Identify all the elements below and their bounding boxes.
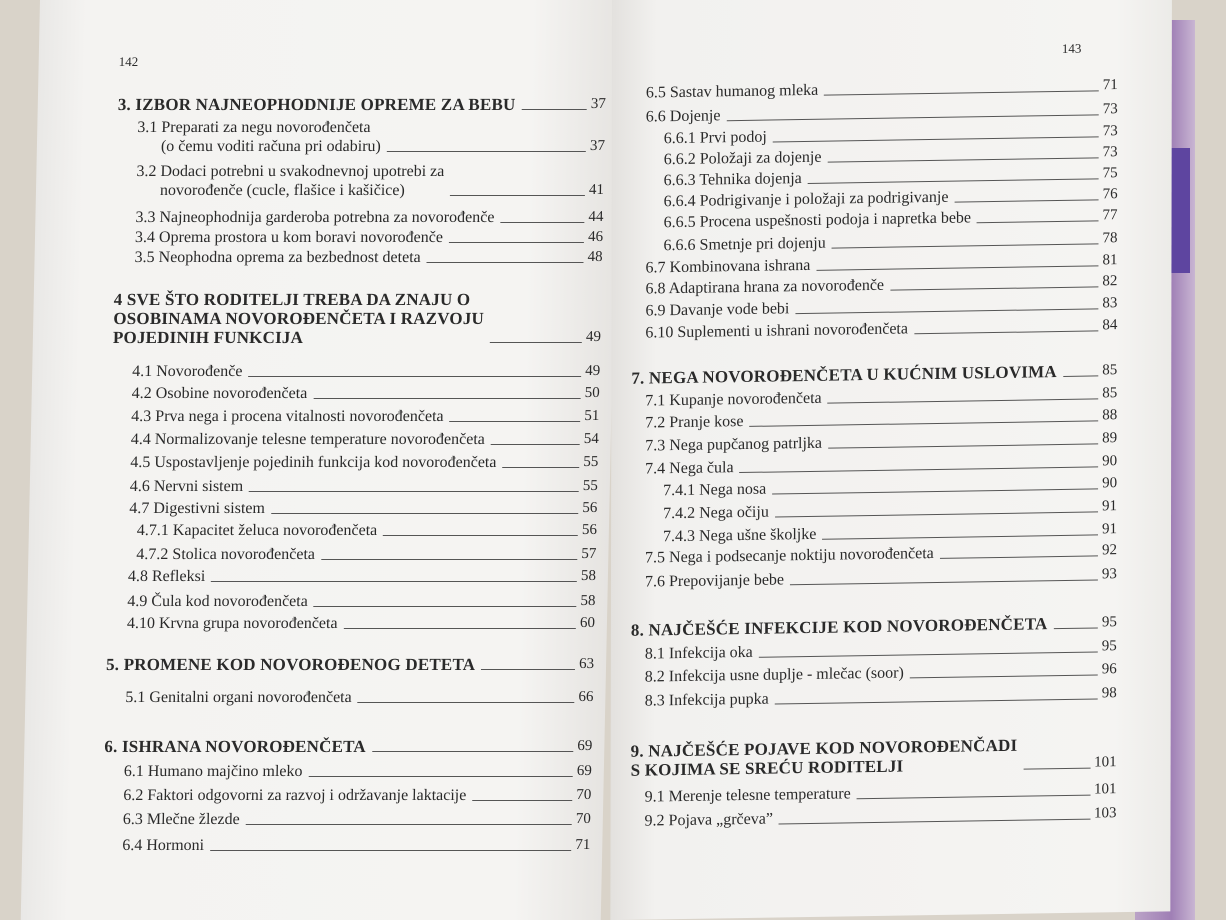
dot-leader [790, 579, 1098, 585]
toc-entry-line: 6.6 Dojenje [645, 107, 721, 126]
toc-entry-title [123, 786, 466, 805]
dot-leader [383, 535, 578, 536]
toc-page-number: 71 [575, 837, 591, 853]
toc-entry-title [631, 614, 1048, 640]
toc-entry-title [664, 234, 826, 256]
toc-page-number: 70 [575, 811, 592, 827]
dot-leader [795, 308, 1098, 314]
toc-entry-line: 4.4 Normalizovanje telesne temperature novorođenčeta [130, 431, 486, 448]
toc-entry-title [645, 810, 773, 831]
dot-leader [759, 651, 1098, 657]
toc-entry [131, 430, 599, 449]
toc-entry-line: 8.3 Infekcija pupka [644, 690, 769, 710]
toc-entry-line: 6.6.5 Procena uspešnosti podoja i napretka bebe [663, 209, 972, 232]
toc-page-number: 98 [1101, 685, 1117, 702]
toc-page-number: 83 [1102, 295, 1118, 312]
toc-entry-title [645, 643, 753, 664]
toc-entry-title [129, 499, 265, 518]
toc-page-number: 60 [579, 615, 596, 631]
toc-entry-title [135, 208, 494, 227]
toc-entry [106, 655, 594, 674]
toc-entry-title [645, 458, 733, 478]
toc-entry-line: 6.1 Humano majčino mleko [123, 763, 303, 780]
dot-leader [500, 222, 584, 223]
toc-entry-title [131, 430, 485, 449]
toc-entry [645, 406, 1117, 432]
toc-entry [122, 836, 590, 855]
toc-page-number: 93 [1101, 566, 1117, 583]
toc-page-number: 90 [1102, 475, 1118, 492]
toc-entry-line: 8. NAJČEŠĆE INFEKCIJE KOD NOVOROĐENČETA [630, 614, 1048, 640]
toc-page-number: 101 [1094, 754, 1117, 771]
toc-entry-title [130, 453, 497, 472]
toc-page-number: 91 [1102, 498, 1118, 515]
toc-entry [631, 734, 1117, 780]
toc-entry [130, 477, 598, 496]
toc-page-number: 37 [590, 96, 606, 112]
toc-page-number: 73 [1102, 144, 1118, 161]
toc-entry [645, 660, 1117, 686]
toc-page-number: 90 [1102, 453, 1118, 470]
toc-entry [631, 613, 1117, 640]
toc-page-number: 56 [581, 522, 598, 538]
dot-leader [749, 420, 1098, 426]
toc-entry-line: 4.3 Prva nega i procena vitalnosti novorođenčeta [131, 408, 444, 425]
dot-leader [773, 136, 1099, 142]
toc-page-number: 58 [580, 568, 597, 584]
toc-entry-line: novorođenče (cucle, flašice i kašičice) [159, 182, 405, 199]
toc-page-number: 75 [1102, 165, 1118, 182]
toc-page-number: 58 [580, 593, 596, 609]
toc-entry-title [137, 118, 382, 156]
toc-entry-title [663, 480, 766, 501]
toc-entry-title [645, 319, 908, 342]
toc-entry-line: 4.5 Uspostavljenje pojedinih funkcija kod novorođenčeta [130, 454, 497, 471]
toc-entry-line: 9. NAJČEŠĆE POJAVE KOD NOVOROĐENČADI [630, 735, 1018, 761]
toc-entry-title [663, 525, 816, 546]
toc-entry-line: 7.1 Kupanje novorođenčeta [645, 389, 822, 410]
dot-leader [211, 581, 577, 582]
toc-entry [134, 248, 602, 267]
toc-entry-line: 7.4.1 Nega nosa [663, 480, 767, 500]
dot-leader [343, 628, 575, 629]
toc-entry-line: 6.10 Suplementi u ishrani novorođenčeta [645, 320, 909, 342]
toc-entry-title [124, 762, 303, 781]
toc-page-number: 84 [1102, 317, 1118, 334]
dot-leader [248, 376, 581, 377]
toc-entry [645, 429, 1117, 455]
toc-entry-line: 3.2 Dodaci potrebni u svakodnevnoj upotrebi za [136, 163, 445, 180]
toc-entry-title [132, 384, 308, 403]
toc-page-number: 55 [583, 454, 599, 470]
dot-leader [321, 559, 577, 560]
toc-entry-line: (o čemu voditi računa pri odabiru) [160, 138, 382, 155]
toc-page-number: 85 [1102, 385, 1118, 402]
toc-entry [128, 567, 596, 586]
dot-leader [775, 511, 1098, 517]
dot-leader [502, 467, 579, 468]
toc-entry-line: 7.4.3 Nega ušne školjke [663, 525, 817, 546]
toc-entry-line: 4.1 Novorođenče [132, 363, 243, 380]
dot-leader [940, 555, 1098, 558]
toc-entry-title [134, 248, 421, 267]
dot-leader [427, 262, 584, 263]
toc-entry-title [136, 162, 445, 200]
toc-entry-title [664, 188, 949, 211]
toc-entry-line: 6.6.6 Smetnje pri dojenju [663, 234, 826, 255]
dot-leader [779, 819, 1090, 825]
toc-page-number: 54 [583, 431, 599, 447]
toc-page-number: 70 [576, 787, 592, 803]
toc-entry [132, 362, 600, 381]
toc-entry-title [118, 95, 516, 114]
toc-page-number: 51 [584, 408, 600, 424]
toc-entry-line: 7.6 Prepovijanje bebe [644, 571, 785, 591]
toc-page-number: 73 [1102, 101, 1118, 118]
dot-leader [449, 242, 584, 243]
toc-entry-line: 7.4 Nega čula [645, 459, 734, 478]
dot-leader [481, 669, 575, 670]
toc-entry-title [131, 407, 444, 426]
toc-entry-title [646, 106, 721, 126]
toc-entry [127, 592, 595, 611]
toc-entry [113, 290, 602, 347]
toc-page-number: 56 [582, 500, 598, 516]
toc-page-number: 66 [578, 689, 594, 705]
dot-leader [249, 491, 579, 492]
toc-entry-line: 8.1 Infekcija oka [644, 643, 753, 663]
toc-entry [645, 565, 1117, 591]
toc-entry-title [135, 228, 443, 247]
toc-entry-line: 4.10 Krvna grupa novorođenčeta [126, 615, 338, 632]
dot-leader [1053, 627, 1097, 629]
dot-leader [808, 178, 1099, 184]
toc-entry-line: 4.7.1 Kapacitet želuca novorođenčeta [136, 522, 378, 539]
toc-entry-title [645, 276, 884, 299]
right-page [610, 0, 1172, 920]
toc-entry [135, 208, 603, 227]
toc-entry-line: 3.4 Oprema prostora u kom boravi novorođenče [134, 229, 444, 246]
dot-leader [816, 265, 1098, 270]
toc-entry-title [104, 737, 366, 756]
toc-entry [136, 162, 605, 200]
toc-entry-line: 4 SVE ŠTO RODITELJI TREBA DA ZNAJU O [113, 290, 471, 309]
toc-page-number: 92 [1101, 542, 1117, 559]
toc-page-number: 101 [1094, 781, 1117, 798]
toc-page-number: 69 [576, 763, 593, 779]
toc-entry-line: 6.4 Hormoni [122, 837, 205, 854]
dot-leader [828, 398, 1099, 403]
dot-leader [726, 114, 1098, 121]
toc-page-number: 77 [1102, 207, 1118, 224]
toc-page-number: 50 [584, 385, 600, 401]
toc-page-number: 95 [1101, 614, 1117, 631]
toc-entry-line: 6.6.4 Podrigivanje i položaji za podrigivanje [663, 188, 949, 211]
toc-entry-title [136, 545, 315, 564]
toc-entry-line: 6.5 Sastav humanog mleka [645, 81, 819, 102]
toc-entry [124, 762, 592, 781]
toc-entry [130, 453, 598, 472]
dot-leader [308, 776, 572, 777]
dot-leader [521, 109, 586, 110]
toc-entry-title [127, 614, 338, 633]
toc-entry [123, 810, 591, 829]
toc-page-number: 69 [577, 738, 593, 754]
toc-entry-line: 3.1 Preparati za negu novorođenčeta [137, 119, 371, 136]
toc-entry-title [645, 299, 789, 320]
toc-entry-line: 8.2 Infekcija usne duplje - mlečac (soor) [644, 664, 904, 686]
toc-page-number: 88 [1102, 407, 1118, 424]
toc-entry-title [128, 567, 206, 586]
dot-leader [491, 444, 580, 445]
dot-leader [246, 824, 572, 825]
toc-entry-line: 4.7.2 Stolica novorođenčeta [136, 546, 316, 563]
dot-leader [372, 751, 573, 752]
dot-leader [890, 286, 1098, 290]
toc-entry-line: 7.4.2 Nega očiju [663, 503, 769, 523]
toc-entry-line: 6.7 Kombinovana ishrana [645, 256, 811, 277]
dot-leader [490, 342, 582, 343]
toc-page-number: 81 [1102, 252, 1118, 269]
toc-entry-title [664, 148, 822, 169]
toc-entry-line: 6.3 Mlečne žlezde [122, 811, 240, 828]
toc-entry-title [664, 208, 971, 232]
page-number: 142 [118, 54, 139, 69]
toc-entry [125, 688, 593, 707]
toc-entry-line: 3. IZBOR NAJNEOPHODNIJE OPREME ZA BEBU [117, 95, 516, 114]
toc-entry [137, 118, 606, 156]
toc-entry-title [645, 663, 904, 686]
toc-page-number: 103 [1093, 805, 1117, 822]
toc-entry-title [645, 690, 769, 711]
dot-leader [910, 674, 1098, 678]
toc-entry-line: 4.2 Osobine novorođenčeta [131, 385, 308, 402]
toc-entry [123, 786, 591, 805]
toc-entry-line: 7. NEGA NOVOROĐENČETA U KUĆNIM USLOVIMA [631, 362, 1057, 388]
toc-entry-line: 6.9 Davanje vode bebi [645, 300, 790, 320]
dot-leader [740, 466, 1099, 473]
toc-page-number: 71 [1102, 77, 1118, 94]
toc-entry-line: 9.1 Merenje telesne temperature [644, 785, 851, 806]
toc-entry [663, 497, 1117, 523]
toc-entry-title [122, 836, 204, 855]
toc-entry-title [113, 290, 485, 347]
dot-leader [472, 800, 572, 801]
toc-entry [136, 545, 596, 564]
toc-entry-title [646, 81, 818, 103]
toc-entry-line: 6.6.2 Položaji za dojenje [663, 148, 822, 169]
toc-entry [131, 407, 599, 426]
toc-entry [645, 637, 1117, 663]
dot-leader [827, 157, 1098, 162]
toc-entry-line: 5.1 Genitalni organi novorođenčeta [125, 689, 352, 706]
toc-entry-line: OSOBINAMA NOVOROĐENČETA I RAZVOJU [113, 309, 485, 328]
page-number: 143 [1061, 40, 1082, 56]
dot-leader [358, 702, 575, 703]
toc-entry-title [125, 688, 352, 707]
toc-entry-title [664, 169, 802, 190]
dot-leader [271, 513, 578, 514]
toc-entry [631, 361, 1117, 388]
dot-leader [914, 330, 1098, 334]
toc-entry [646, 76, 1118, 102]
toc-entry [118, 95, 606, 114]
toc-entry-title [663, 503, 769, 524]
toc-entry-title [127, 592, 308, 611]
toc-entry-line: 3.3 Najneophodnija garderoba potrebna za novorođenče [135, 209, 495, 226]
toc-page-number: 55 [582, 478, 598, 494]
toc-entry [663, 474, 1117, 500]
toc-entry-line: 7.3 Nega pupčanog patrljka [645, 434, 823, 455]
toc-entry-title [123, 810, 240, 829]
toc-entry-title [645, 434, 822, 456]
dot-leader [822, 534, 1098, 539]
toc-entry-line: 6.6.1 Prvi podoj [663, 128, 767, 148]
toc-entry [129, 499, 597, 518]
toc-entry [127, 614, 595, 633]
dot-leader [1023, 768, 1090, 770]
toc-page-number: 49 [585, 329, 602, 345]
toc-page-number: 95 [1101, 638, 1117, 655]
toc-entry-title [132, 362, 243, 381]
dot-leader [775, 698, 1098, 704]
toc-page-number: 63 [578, 656, 595, 672]
toc-page-number: 73 [1102, 123, 1118, 140]
dot-leader [832, 243, 1099, 248]
toc-page-number: 91 [1101, 521, 1118, 538]
toc-page-number: 48 [587, 249, 603, 265]
toc-entry-title [631, 362, 1057, 388]
dot-leader [1063, 375, 1098, 377]
toc-entry-line: 7.2 Pranje kose [645, 412, 744, 432]
toc-entry-title [645, 544, 934, 568]
dot-leader [313, 398, 581, 399]
toc-entry-title [137, 521, 378, 540]
toc-entry-line: 6.6.3 Tehnika dojenja [663, 170, 802, 190]
toc-page-number: 57 [581, 546, 597, 562]
toc-entry-title [631, 736, 1018, 780]
toc-page-number: 82 [1102, 273, 1118, 290]
toc-entry-line: POJEDINIH FUNKCIJA [112, 328, 304, 347]
toc-page-number: 89 [1102, 430, 1118, 447]
toc-entry [645, 804, 1117, 830]
toc-entry-line: S KOJIMA SE SREĆU RODITELJI [630, 756, 904, 780]
toc-page-number: 85 [1102, 362, 1118, 379]
toc-entry-line: 4.6 Nervni sistem [129, 478, 244, 495]
toc-page-number: 49 [585, 363, 601, 379]
dot-leader [314, 606, 577, 607]
dot-leader [210, 850, 571, 851]
toc-entry-line: 6.2 Faktori odgovorni za razvoj i održavanje laktacije [123, 787, 467, 804]
toc-entry [645, 316, 1117, 342]
toc-entry-title [106, 655, 476, 674]
toc-entry-title [664, 128, 767, 149]
toc-page-number: 78 [1102, 230, 1118, 247]
toc-page-number: 96 [1101, 661, 1117, 678]
toc-entry-line: 4.7 Digestivni sistem [129, 500, 266, 517]
toc-entry-title [645, 570, 784, 591]
toc-entry-title [645, 412, 743, 433]
toc-entry-title [646, 256, 811, 278]
toc-entry-line: 9.2 Pojava „grčeva” [644, 810, 773, 830]
toc-entry-line: 4.9 Čula kod novorođenčeta [127, 593, 308, 610]
dot-leader [772, 488, 1098, 494]
dot-leader [387, 151, 586, 152]
toc-entry [104, 737, 592, 756]
toc-entry-title [645, 784, 851, 806]
toc-entry-line: 5. PROMENE KOD NOVOROĐENOG DETETA [105, 655, 476, 674]
toc-entry-line: 7.5 Nega i podsecanje noktiju novorođenčeta [645, 545, 934, 567]
toc-page-number: 37 [589, 138, 606, 154]
left-page [21, 0, 620, 920]
toc-entry [137, 521, 597, 540]
dot-leader [450, 421, 581, 422]
dot-leader [450, 195, 585, 196]
toc-page-number: 44 [588, 209, 604, 225]
toc-page-number: 41 [588, 182, 605, 198]
toc-page-number: 46 [587, 229, 604, 245]
dot-leader [824, 90, 1099, 95]
toc-entry [132, 384, 600, 403]
toc-entry [135, 228, 603, 247]
toc-entry-line: 3.5 Neophodna oprema za bezbednost deteta [134, 249, 421, 266]
toc-page-number: 76 [1102, 186, 1118, 203]
toc-entry [645, 780, 1117, 806]
toc-entry [645, 684, 1117, 710]
toc-entry-line: 4.8 Refleksi [127, 568, 206, 585]
dot-leader [977, 220, 1099, 223]
dot-leader [954, 199, 1098, 202]
dot-leader [857, 795, 1090, 800]
toc-entry-line: 6.8 Adaptirana hrana za novorođenče [645, 276, 885, 298]
toc-entry-title [645, 389, 821, 411]
toc-entry-line: 6. ISHRANA NOVOROĐENČETA [104, 737, 367, 756]
toc-entry-title [130, 477, 244, 496]
dot-leader [828, 443, 1098, 448]
